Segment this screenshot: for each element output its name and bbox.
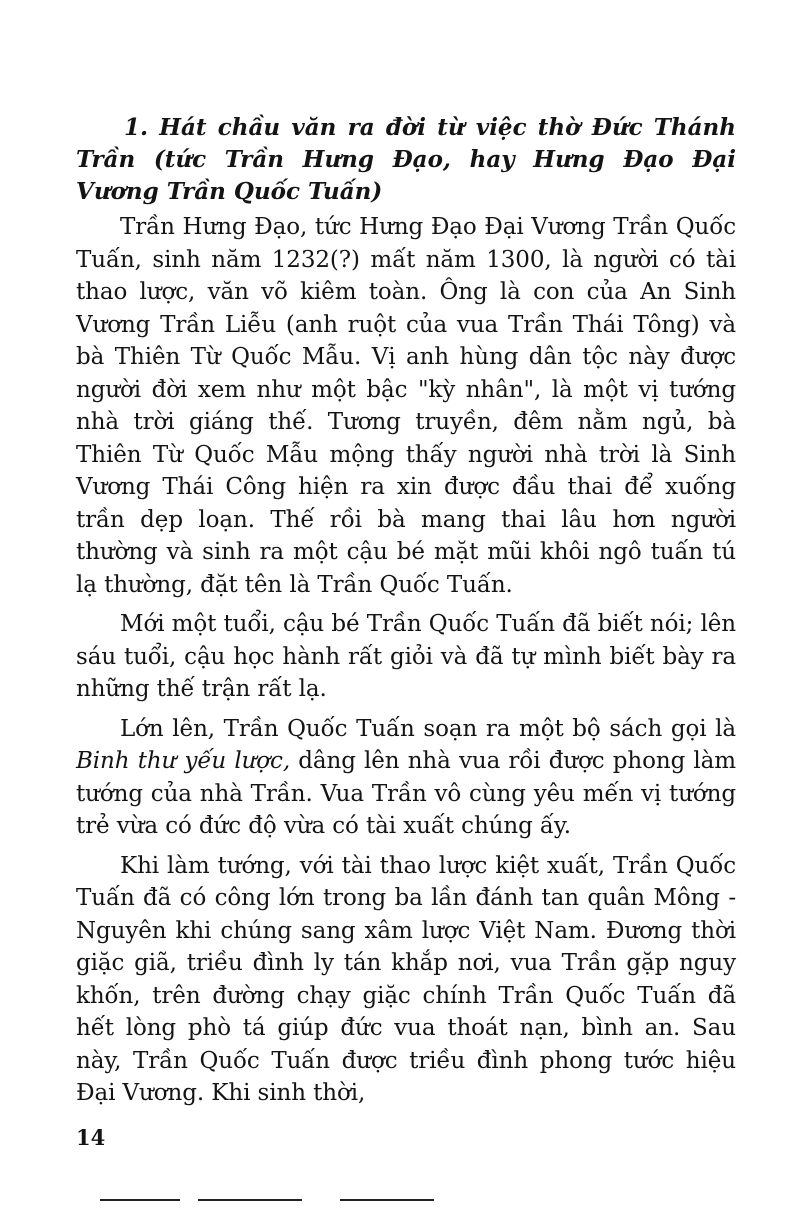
paragraph-3 [76, 713, 736, 843]
book-title: Binh thư yếu lược, [76, 748, 291, 774]
page-body [76, 112, 736, 1117]
page-number: 14 [76, 1125, 106, 1150]
paragraph-3-lead: Lớn lên, Trần Quốc Tuấn soạn ra một bộ sách gọi là [120, 715, 736, 742]
paragraph-3-rest: dâng lên nhà vua rồi được phong làm tướng của nhà Trần. Vua Trần vô cùng yêu mến vị tướng trẻ vừa có đức độ vừa có tài xuất chúng ấy. [76, 748, 736, 839]
footer-rule-right [340, 1199, 434, 1201]
footer-rule-middle [198, 1199, 302, 1201]
section-heading: 1. Hát chầu văn ra đời từ việc thờ Đức Thánh Trần (tức Trần Hưng Đạo, hay Hưng Đạo Đại Vương Trần Quốc Tuấn) [76, 114, 736, 205]
paragraph-1: Trần Hưng Đạo, tức Hưng Đạo Đại Vương Trần Quốc Tuấn, sinh năm 1232(?) mất năm 1300, là người có tài thao lược, văn võ kiêm toàn. Ông là con của An Sinh Vương Trần Liễu (anh ruột của vua Trần Thái Tông) và bà Thiên Từ Quốc Mẫu. Vị anh hùng dân tộc này được người đời xem như một bậc "kỳ nhân", là một vị tướng nhà trời giáng thế. Tương truyền, đêm nằm ngủ, bà Thiên Từ Quốc Mẫu mộng thấy người nhà trời là Sinh Vương Thái Công hiện ra xin được đầu thai để xuống trần dẹp loạn. Thế rồi bà mang thai lâu hơn người thường và sinh ra một cậu bé mặt mũi khôi ngô tuấn tú lạ thường, đặt tên là Trần Quốc Tuấn. [76, 214, 736, 598]
paragraph-4: Khi làm tướng, với tài thao lược kiệt xuất, Trần Quốc Tuấn đã có công lớn trong ba lần đánh tan quân Mông - Nguyên khi chúng sang xâm lược Việt Nam. Đương thời giặc giã, triều đình ly tán khắp nơi, vua Trần gặp nguy khốn, trên đường chạy giặc chính Trần Quốc Tuấn đã hết lòng phò tá giúp đức vua thoát nạn, bình an. Sau này, Trần Quốc Tuấn được triều đình phong tước hiệu Đại Vương. Khi sinh thời, [76, 852, 736, 1106]
paragraph-2: Mới một tuổi, cậu bé Trần Quốc Tuấn đã biết nói; lên sáu tuổi, cậu học hành rất giỏi và đã tự mình biết bày ra những thế trận rất lạ. [76, 611, 736, 702]
footer-rule-left [100, 1199, 180, 1201]
